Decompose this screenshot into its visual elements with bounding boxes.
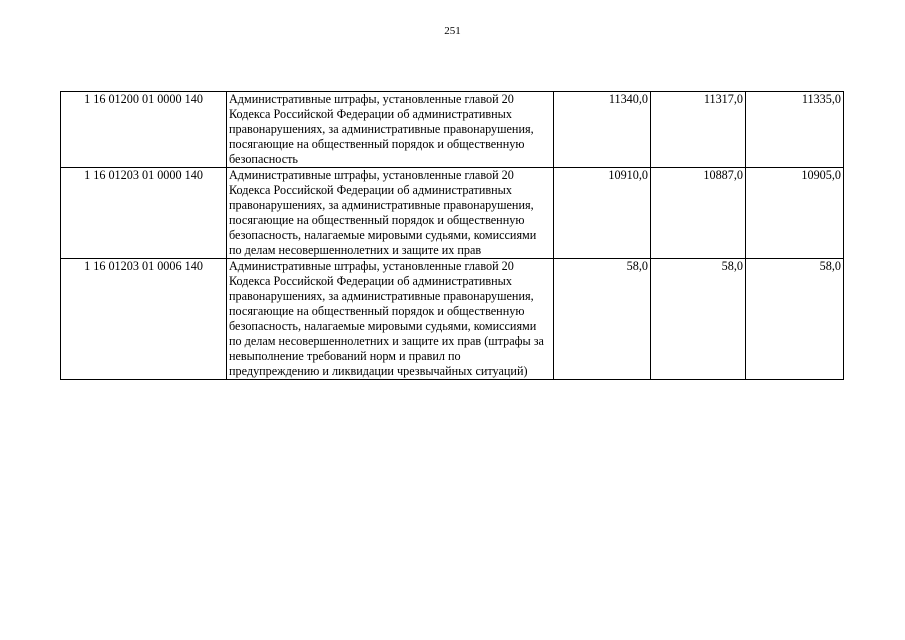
budget-revenue-table <box>60 91 844 380</box>
table-row <box>61 92 844 168</box>
amount-cell-2: 11317,0 <box>651 92 746 168</box>
revenue-description-cell: Административные штрафы, установленные главой 20 Кодекса Российской Федерации об административных правонарушениях, за административные правонарушения, посягающие на общественный порядок и общественную безопасность <box>227 92 554 168</box>
amount-cell-1: 11340,0 <box>554 92 651 168</box>
amount-cell-3: 10905,0 <box>746 168 844 259</box>
page-number: 251 <box>444 25 461 37</box>
table-row <box>61 168 844 259</box>
revenue-code-cell: 1 16 01203 01 0000 140 <box>61 168 227 259</box>
amount-cell-2: 58,0 <box>651 259 746 380</box>
amount-cell-2: 10887,0 <box>651 168 746 259</box>
amount-cell-3: 58,0 <box>746 259 844 380</box>
amount-cell-1: 10910,0 <box>554 168 651 259</box>
amount-cell-1: 58,0 <box>554 259 651 380</box>
table-row <box>61 259 844 380</box>
revenue-code-cell: 1 16 01200 01 0000 140 <box>61 92 227 168</box>
revenue-description-cell: Административные штрафы, установленные главой 20 Кодекса Российской Федерации об административных правонарушениях, за административные правонарушения, посягающие на общественный порядок и общественную безопасность, налагаемые мировыми судьями, комиссиями по делам несовершеннолетних и защите их прав <box>227 168 554 259</box>
amount-cell-3: 11335,0 <box>746 92 844 168</box>
revenue-code-cell: 1 16 01203 01 0006 140 <box>61 259 227 380</box>
revenue-description-cell: Административные штрафы, установленные главой 20 Кодекса Российской Федерации об административных правонарушениях, за административные правонарушения, посягающие на общественный порядок и общественную безопасность, налагаемые мировыми судьями, комиссиями по делам несовершеннолетних и защите их прав (штрафы за невыполнение требований норм и правил по предупреждению и ликвидации чрезвычайных ситуаций) <box>227 259 554 380</box>
